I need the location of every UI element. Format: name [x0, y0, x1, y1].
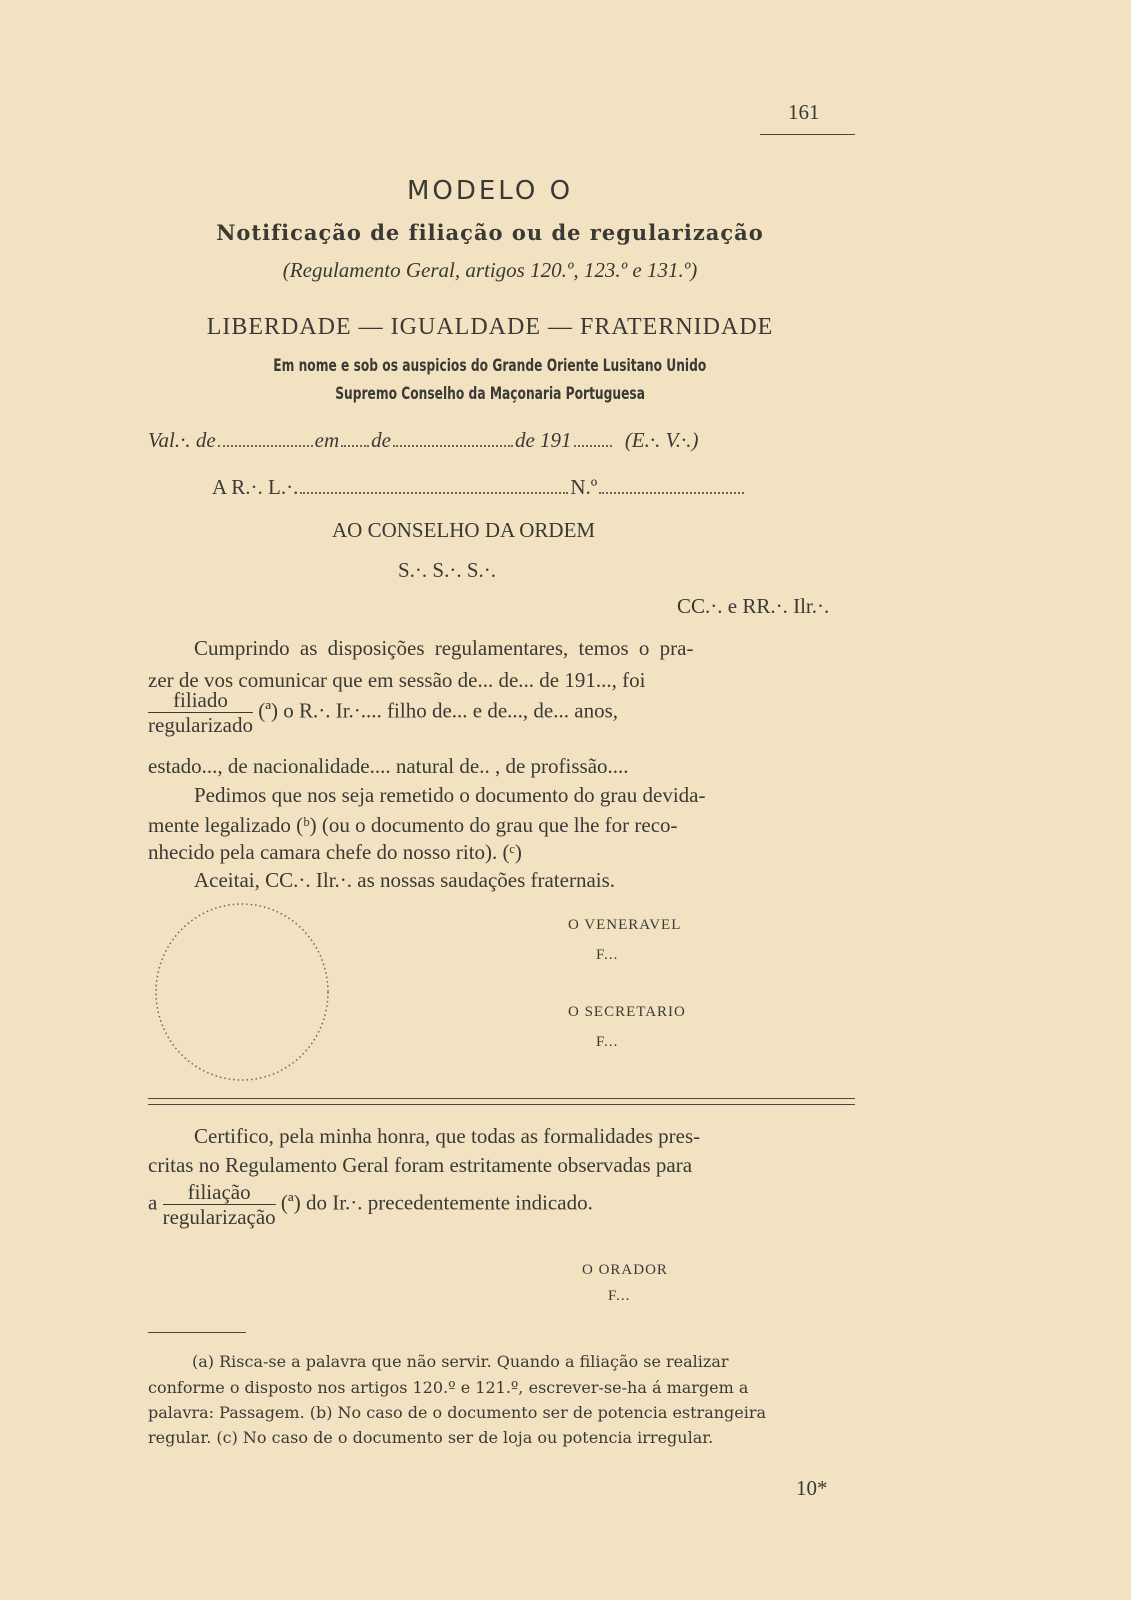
body-line-3: (ª) o R.·. Ir.·.... filho de... e de..., de... anos,	[258, 698, 618, 723]
certificate-a: a	[148, 1190, 158, 1215]
lodge-line	[212, 475, 746, 500]
body-line-7: nhecido pela camara chefe do nosso rito). (ᶜ)	[148, 840, 522, 864]
signature-title-veneravel: O VENERAVEL	[568, 917, 682, 933]
certificate-line-2: critas no Regulamento Geral foram estritamente observadas para	[148, 1153, 693, 1177]
body-line-2: zer de vos comunicar que em sessão de... de... de 191..., foi	[148, 668, 646, 692]
number-label: N.º	[570, 475, 598, 499]
double-rule-bottom	[148, 1104, 855, 1105]
valley-label: Val.·. de	[148, 428, 216, 452]
signature-title-secretario: O SECRETARIO	[568, 1004, 686, 1020]
invocation-line-1: Em nome e sob os auspicios do Grande Oriente Lusitano Unido	[273, 356, 707, 376]
body-line-6: mente legalizado (ᵇ) (ou o documento do grau que lhe for reco-	[148, 813, 678, 837]
double-rule-top	[148, 1098, 855, 1099]
footnote-line-3: palavra: Passagem. (b) No caso de o documento ser de potencia estrangeira	[148, 1403, 767, 1422]
fraction-filiado-regularizado	[148, 688, 253, 737]
signature-name-orador: F...	[608, 1288, 631, 1304]
year-label: de 191	[514, 428, 572, 452]
regulation-reference: (Regulamento Geral, artigos 120.º, 123.º e 131.º)	[282, 258, 698, 282]
seal-placeholder	[148, 900, 338, 1090]
fraction-top: filiado	[148, 688, 253, 713]
fraction-bottom: regularizado	[148, 713, 253, 737]
month-field[interactable]	[393, 445, 513, 447]
body-line-8: Aceitai, CC.·. Ilr.·. as nossas saudações fraternais.	[194, 868, 616, 892]
page-title: MODELO O	[406, 176, 574, 206]
certificate-line-3: (ª) do Ir.·. precedentemente indicado.	[280, 1190, 593, 1215]
fraction-filiacao-regularizacao	[163, 1180, 276, 1229]
page-number: 161	[788, 100, 820, 124]
body-line-1: Cumprindo as disposições regulamentares, temos o pra-	[194, 636, 694, 660]
fraction-top: filiação	[163, 1180, 276, 1205]
body-line-4: estado..., de nacionalidade.... natural de.. , de profissão....	[148, 754, 629, 778]
day-field-2[interactable]	[341, 445, 369, 447]
era-label: (E.·. V.·.)	[624, 428, 699, 452]
sss: S.·. S.·. S.·.	[398, 558, 497, 582]
de-label: de	[371, 428, 391, 452]
invocation-line-2: Supremo Conselho da Maçonaria Portuguesa	[335, 384, 645, 404]
lodge-number-field[interactable]	[599, 492, 744, 494]
divider	[760, 134, 855, 135]
body-line-5: Pedimos que nos seja remetido o documento do grau devida-	[194, 783, 706, 807]
signature-name-veneravel: F...	[596, 947, 619, 963]
salutation: CC.·. e RR.·. Ilr.·.	[677, 594, 830, 618]
footnote-rule	[148, 1332, 246, 1333]
em-label: em	[314, 428, 340, 452]
signature-title-orador: O ORADOR	[582, 1262, 668, 1278]
date-line	[148, 428, 699, 453]
footnote-line-4: regular. (c) No caso de o documento ser de loja ou potencia irregular.	[148, 1428, 714, 1447]
year-field[interactable]	[574, 445, 612, 447]
lodge-label: A R.·. L.·.	[212, 475, 299, 499]
addressee: AO CONSELHO DA ORDEM	[332, 518, 596, 542]
subtitle: Notificação de filiação ou de regularização	[216, 220, 764, 245]
footnote-line-2: conforme o disposto nos artigos 120.º e 121.º, escrever-se-ha á margem a	[148, 1378, 749, 1397]
certificate-line-1: Certifico, pela minha honra, que todas as formalidades pres-	[194, 1124, 701, 1148]
signature-name-secretario: F...	[596, 1034, 619, 1050]
fraction-bottom: regularização	[162, 1205, 276, 1229]
footnote-line-1: (a) Risca-se a palavra que não servir. Quando a filiação se realizar	[192, 1352, 729, 1371]
signature-mark: 10*	[796, 1476, 828, 1500]
day-field[interactable]	[218, 445, 313, 447]
motto: LIBERDADE — IGUALDADE — FRATERNIDADE	[206, 314, 774, 340]
lodge-name-field[interactable]	[300, 492, 568, 494]
